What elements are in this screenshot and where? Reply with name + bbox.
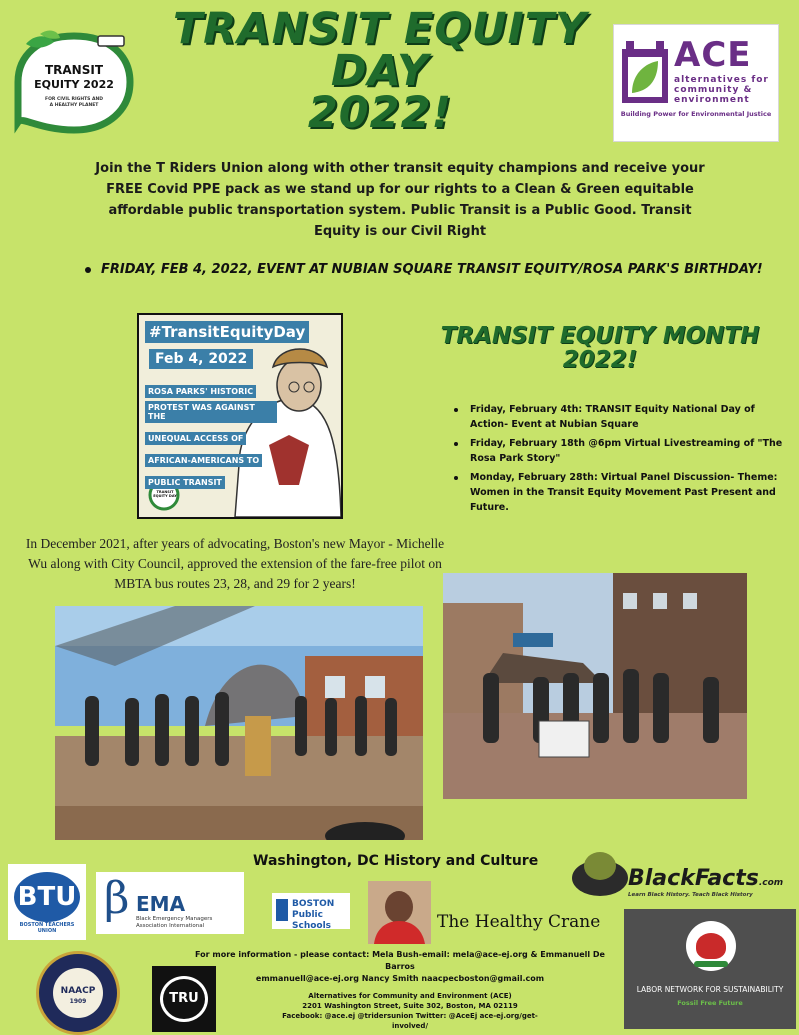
poster-line: ROSA PARKS' HISTORIC <box>145 385 256 398</box>
bps-line1: BOSTON <box>292 899 335 909</box>
month-event-list <box>450 402 786 519</box>
poster-badge-line2: EQUITY DAY <box>153 494 177 498</box>
page-title: TRANSIT EQUITY DAY 2022! <box>172 4 588 138</box>
ace-sub2: community & <box>674 85 753 95</box>
month-title: TRANSIT EQUITY MONTH 2022! <box>440 323 760 373</box>
btu-logo <box>8 864 86 940</box>
contact-info <box>180 949 620 985</box>
bps-logo <box>272 893 350 929</box>
poster-line: PUBLIC TRANSIT <box>145 476 225 489</box>
poster-badge-line1: TRANSIT <box>156 490 174 494</box>
blackfacts-logo <box>570 848 784 902</box>
ace-sub3: environment <box>674 95 750 105</box>
labor-hand-icon <box>686 921 736 971</box>
address-line1: Alternatives for Community and Environment (ACE) <box>308 992 512 1000</box>
list-item: Friday, February 18th @6pm Virtual Livestreaming of "The Rosa Park Story" <box>450 436 786 466</box>
poster-hashtag: #TransitEquityDay <box>145 321 309 343</box>
ace-logo <box>613 24 779 142</box>
btu-line1: BOSTON TEACHERS <box>19 922 75 928</box>
logo-ted-tagline1: FOR CIVIL RIGHTS AND <box>45 97 103 102</box>
healthy-crane-label: The Healthy Crane <box>437 912 601 932</box>
bps-figure-icon <box>276 899 288 921</box>
logo-ted-line2: EQUITY 2022 <box>34 78 114 91</box>
bullet-icon <box>85 267 91 273</box>
labor-line2: Fossil Free Future <box>677 999 743 1007</box>
blackfacts-wordmark: BlackFacts.com <box>628 866 784 891</box>
sign-icon <box>539 721 589 757</box>
labor-line1: LABOR NETWORK FOR SUSTAINABILITY <box>636 985 784 994</box>
event-bullet <box>85 262 765 277</box>
transit-equity-logo <box>10 30 138 134</box>
healthy-crane-photo <box>368 881 431 944</box>
bema-mark: EMA <box>136 892 186 916</box>
list-item: Monday, February 28th: Virtual Panel Discussion- Theme: Women in the Transit Equity Movement Past Present and Future. <box>450 470 786 515</box>
dc-history-label: Washington, DC History and Culture <box>253 853 539 869</box>
podium-icon <box>245 716 271 776</box>
intro-paragraph: Join the T Riders Union along with other transit equity champions and receive your FREE Covid PPE pack as we stand up for our rights to a Clean & Green equitable affordable public transportation system. Public Transit is a Public Good. Transit Equity is our Civil Right <box>95 161 705 239</box>
logo-ted-tagline2: A HEALTHY PLANET <box>49 103 99 108</box>
address-line2: 2201 Washington Street, Suite 302, Boston, MA 02119 <box>302 1002 518 1010</box>
ace-house-icon <box>620 39 670 105</box>
rosa-parks-poster <box>137 313 343 519</box>
poster-line: AFRICAN-AMERICANS TO <box>145 454 262 467</box>
naacp-year: 1909 <box>69 998 87 1005</box>
bema-line2: Association International <box>136 923 205 929</box>
list-item: Friday, February 4th: TRANSIT Equity National Day of Action- Event at Nubian Square <box>450 402 786 432</box>
bema-beta-icon: β <box>104 873 130 924</box>
poster-date: Feb 4, 2022 <box>149 349 253 369</box>
contact-line2: emmanuell@ace-ej.org Nancy Smith naacpecboston@gmail.com <box>255 974 545 983</box>
bema-line1: Black Emergency Managers <box>136 916 213 922</box>
poster-line: UNEQUAL ACCESS OF <box>145 432 246 445</box>
policy-paragraph: In December 2021, after years of advocating, Boston's new Mayor - Michelle Wu along with City Council, approved the extension of the fare-free pilot on MBTA bus routes 23, 28, and 29 for 2 years! <box>25 536 445 591</box>
naacp-logo <box>36 951 120 1035</box>
contact-line1: For more information - please contact: Mela Bush-email: mela@ace-ej.org & Emmanuell De Barros <box>195 950 605 971</box>
event-photo-square <box>443 573 747 799</box>
blackfacts-tagline: Learn Black History. Teach Black History <box>628 892 753 898</box>
bema-logo <box>96 872 244 934</box>
address-line3: Facebook: @ace.ej @tridersunion Twitter: @AceEj ace-ej.org/get-involved/ <box>282 1012 538 1030</box>
ace-tagline: Building Power for Environmental Justice <box>620 110 772 118</box>
ace-name: ACE <box>674 35 752 75</box>
bps-line2: Public Schools <box>292 910 332 931</box>
event-text: FRIDAY, FEB 4, 2022, EVENT AT NUBIAN SQUARE TRANSIT EQUITY/ROSA PARK'S BIRTHDAY! <box>101 262 763 277</box>
labor-network-logo <box>624 909 796 1029</box>
btu-mark: BTU <box>14 872 80 922</box>
ace-address <box>270 991 550 1031</box>
tru-mark: TRU <box>160 976 208 1022</box>
naacp-mark: NAACP <box>60 986 96 996</box>
poster-line: PROTEST WAS AGAINST THE <box>145 401 277 423</box>
bus-icon <box>98 36 124 46</box>
logo-ted-line1: TRANSIT <box>44 63 104 77</box>
ace-sub1: alternatives for <box>674 75 769 85</box>
event-photo-podium <box>55 606 423 840</box>
blackfacts-globe-icon <box>570 848 630 902</box>
btu-line2: UNION <box>37 928 57 934</box>
